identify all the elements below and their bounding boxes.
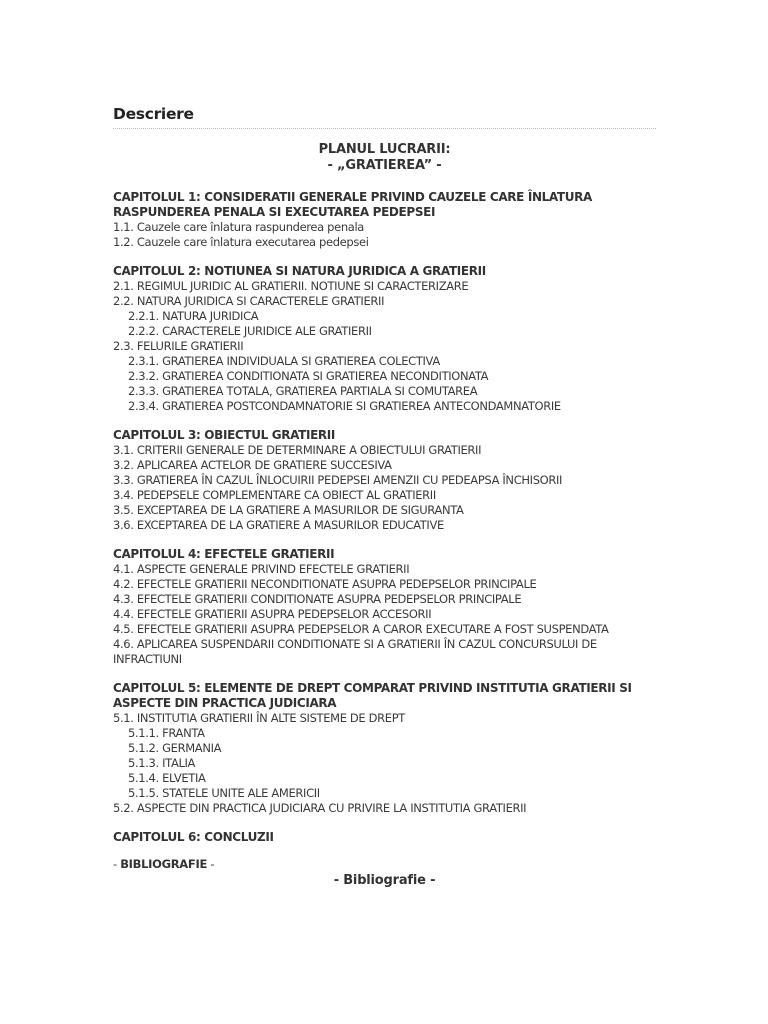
chapter	[113, 264, 656, 414]
bibliography-small-suffix: -	[207, 857, 215, 871]
toc-item: 5.1. INSTITUTIA GRATIERII ÎN ALTE SISTEME DE DREPT	[113, 711, 405, 725]
toc-item: 4.6. APLICAREA SUSPENDARII CONDITIONATE SI A GRATIERII ÎN CAZUL CONCURSULUI DE INFRACTIUNI	[113, 637, 597, 666]
toc-subitem: 2.3.1. GRATIEREA INDIVIDUALA SI GRATIEREA COLECTIVA	[128, 354, 440, 368]
chapter	[113, 428, 656, 533]
bibliography-heading: - Bibliografie -	[333, 873, 436, 888]
dotted-divider	[113, 128, 656, 129]
document-title-line-1: PLANUL LUCRARII:	[318, 142, 451, 157]
toc-item: 4.2. EFECTELE GRATIERII NECONDITIONATE ASUPRA PEDEPSELOR PRINCIPALE	[113, 577, 537, 591]
toc-item: 1.1. Cauzele care înlatura raspunderea penala	[113, 220, 365, 234]
toc-subitem: 5.1.5. STATELE UNITE ALE AMERICII	[128, 786, 320, 800]
toc-subitem: 5.1.1. FRANTA	[128, 726, 205, 740]
toc-subitem: 2.3.4. GRATIEREA POSTCONDAMNATORIE SI GRATIEREA ANTECONDAMNATORIE	[128, 399, 561, 413]
toc-item: 1.2. Cauzele care înlatura executarea pedepsei	[113, 235, 369, 249]
chapter	[113, 190, 656, 250]
toc-subitem: 5.1.3. ITALIA	[128, 756, 196, 770]
toc-item: 3.6. EXCEPTAREA DE LA GRATIERE A MASURILOR EDUCATIVE	[113, 518, 444, 532]
section-title: Descriere	[113, 105, 194, 123]
toc-item: 4.3. EFECTELE GRATIERII CONDITIONATE ASUPRA PEDEPSELOR PRINCIPALE	[113, 592, 522, 606]
toc-item: 3.1. CRITERII GENERALE DE DETERMINARE A OBIECTULUI GRATIERII	[113, 443, 482, 457]
bibliography-small-prefix: -	[113, 857, 121, 871]
chapter-heading: CAPITOLUL 5: ELEMENTE DE DREPT COMPARAT PRIVIND INSTITUTIA GRATIERII SI ASPECTE DIN PRACTICA JUDICIARA	[113, 681, 632, 710]
bibliography-small	[113, 857, 656, 872]
toc-subitem: 2.2.1. NATURA JURIDICA	[128, 309, 259, 323]
chapter	[113, 830, 656, 845]
toc-item: 2.3. FELURILE GRATIERII	[113, 339, 244, 353]
bibliography-small-label: BIBLIOGRAFIE	[120, 857, 207, 871]
chapter	[113, 681, 656, 816]
table-of-contents	[113, 190, 656, 845]
chapter	[113, 547, 656, 667]
chapter-heading: CAPITOLUL 3: OBIECTUL GRATIERII	[113, 428, 336, 442]
toc-subitem: 2.3.3. GRATIEREA TOTALA, GRATIEREA PARTIALA SI COMUTAREA	[128, 384, 478, 398]
toc-item: 4.4. EFECTELE GRATIERII ASUPRA PEDEPSELOR ACCESORII	[113, 607, 432, 621]
document-title	[113, 142, 656, 174]
toc-item: 4.5. EFECTELE GRATIERII ASUPRA PEDEPSELOR A CAROR EXECUTARE A FOST SUSPENDATA	[113, 622, 609, 636]
document-page	[113, 103, 656, 889]
toc-item: 3.3. GRATIEREA ÎN CAZUL ÎNLOCUIRII PEDEPSEI AMENZII CU PEDEAPSA ÎNCHISORII	[113, 473, 563, 487]
toc-item: 2.2. NATURA JURIDICA SI CARACTERELE GRATIERII	[113, 294, 385, 308]
toc-item: 3.4. PEDEPSELE COMPLEMENTARE CA OBIECT AL GRATIERII	[113, 488, 436, 502]
document-title-line-2: - „GRATIEREA” -	[327, 158, 442, 173]
toc-item: 4.1. ASPECTE GENERALE PRIVIND EFECTELE GRATIERII	[113, 562, 410, 576]
toc-subitem: 2.2.2. CARACTERELE JURIDICE ALE GRATIERII	[128, 324, 372, 338]
toc-subitem: 2.3.2. GRATIEREA CONDITIONATA SI GRATIEREA NECONDITIONATA	[128, 369, 489, 383]
toc-item: 3.5. EXCEPTAREA DE LA GRATIERE A MASURILOR DE SIGURANTA	[113, 503, 464, 517]
toc-item: 5.2. ASPECTE DIN PRACTICA JUDICIARA CU PRIVIRE LA INSTITUTIA GRATIERII	[113, 801, 527, 815]
chapter-heading: CAPITOLUL 4: EFECTELE GRATIERII	[113, 547, 335, 561]
toc-item: 2.1. REGIMUL JURIDIC AL GRATIERII. NOTIUNE SI CARACTERIZARE	[113, 279, 469, 293]
toc-item: 3.2. APLICAREA ACTELOR DE GRATIERE SUCCESIVA	[113, 458, 392, 472]
chapter-heading: CAPITOLUL 1: CONSIDERATII GENERALE PRIVIND CAUZELE CARE ÎNLATURA RASPUNDEREA PENALA SI EXECUTAREA PEDEPSEI	[113, 190, 592, 219]
toc-subitem: 5.1.4. ELVETIA	[128, 771, 206, 785]
toc-subitem: 5.1.2. GERMANIA	[128, 741, 222, 755]
chapter-heading: CAPITOLUL 2: NOTIUNEA SI NATURA JURIDICA A GRATIERII	[113, 264, 486, 278]
chapter-heading: CAPITOLUL 6: CONCLUZII	[113, 830, 274, 844]
